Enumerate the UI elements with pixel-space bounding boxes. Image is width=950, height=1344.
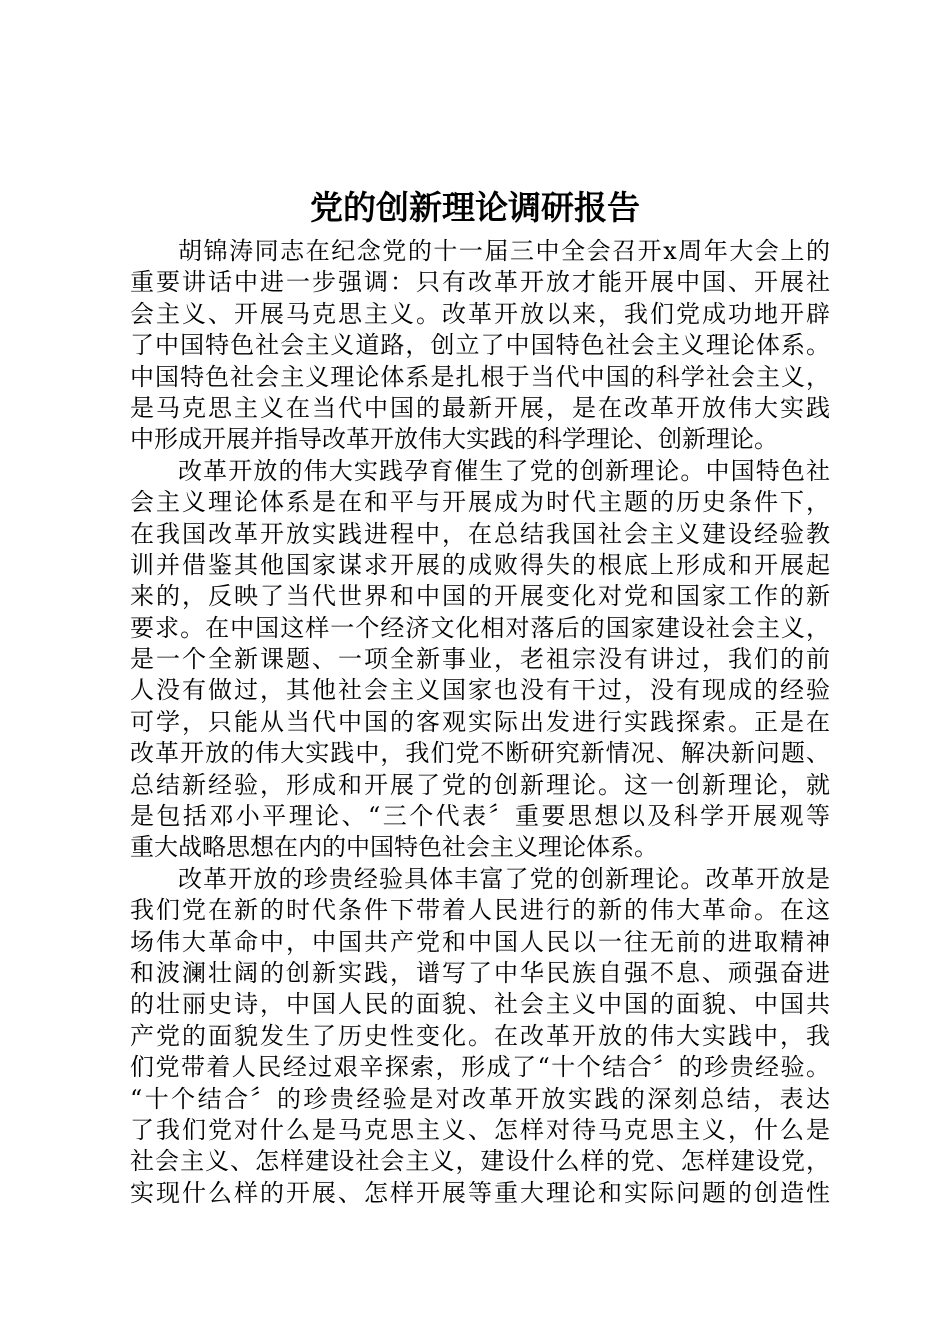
text-line: 重大战略思想在内的中国特色社会主义理论体系。	[130, 833, 658, 862]
text-line: 中形成开展并指导改革开放伟大实践的科学理论、创新理论。	[130, 425, 778, 454]
text-line: 的壮丽史诗，中国人民的面貌、社会主义中国的面貌、中国共	[130, 990, 830, 1019]
text-line: 重要讲话中进一步强调：只有改革开放才能开展中国、开展社	[130, 268, 830, 297]
text-line: 会主义理论体系是在和平与开展成为时代主题的历史条件下，	[130, 488, 830, 517]
text-line: 和波澜壮阔的创新实践，谱写了中华民族自强不息、顽强奋进	[130, 958, 830, 987]
text-line: 改革开放的伟大实践孕育催生了党的创新理论。中国特色社	[178, 456, 830, 485]
text-line: 胡锦涛同志在纪念党的十一届三中全会召开x周年大会上的	[178, 237, 830, 265]
text-line: 会主义、开展马克思主义。改革开放以来，我们党成功地开辟	[130, 299, 830, 328]
text-line: 要求。在中国这样一个经济文化相对落后的国家建设社会主义，	[130, 613, 830, 642]
text-line: 可学，只能从当代中国的客观实际出发进行实践探索。正是在	[130, 707, 830, 736]
text-line: 我们党在新的时代条件下带着人民进行的新的伟大革命。在这	[130, 896, 830, 925]
text-line: 是包括邓小平理论、“三个代表〞重要思想以及科学开展观等	[130, 802, 830, 831]
text-line: 实现什么样的开展、怎样开展等重大理论和实际问题的创造性	[130, 1178, 830, 1207]
text-line: 改革开放的伟大实践中，我们党不断研究新情况、解决新问题、	[130, 739, 830, 768]
text-line: 总结新经验，形成和开展了党的创新理论。这一创新理论，就	[130, 770, 830, 799]
text-line: 训并借鉴其他国家谋求开展的成败得失的根底上形成和开展起	[130, 550, 830, 579]
text-line: 是一个全新课题、一项全新事业，老祖宗没有讲过，我们的前	[130, 645, 830, 674]
text-line: 是马克思主义在当代中国的最新开展，是在改革开放伟大实践	[130, 393, 830, 422]
text-line: 了我们党对什么是马克思主义、怎样对待马克思主义，什么是	[130, 1115, 830, 1144]
paragraph-1	[130, 236, 830, 456]
text-line: 场伟大革命中，中国共产党和中国人民以一往无前的进取精神	[130, 927, 830, 956]
text-line: 中国特色社会主义理论体系是扎根于当代中国的科学社会主义，	[130, 362, 830, 391]
text-line: 社会主义、怎样建设社会主义，建设什么样的党、怎样建设党，	[130, 1147, 830, 1176]
paragraph-2	[130, 456, 830, 864]
text-line: 们党带着人民经过艰辛探索，形成了“十个结合〞的珍贵经验。	[130, 1053, 830, 1082]
text-line: 人没有做过，其他社会主义国家也没有干过，没有现成的经验	[130, 676, 830, 705]
text-line: 来的，反映了当代世界和中国的开展变化对党和国家工作的新	[130, 582, 830, 611]
document-body	[130, 236, 830, 1209]
paragraph-3	[130, 864, 830, 1209]
text-line: 产党的面貌发生了历史性变化。在改革开放的伟大实践中，我	[130, 1021, 830, 1050]
document-title: 党的创新理论调研报告	[310, 188, 640, 227]
text-line: “十个结合〞的珍贵经验是对改革开放实践的深刻总结，表达	[130, 1084, 830, 1113]
text-line: 在我国改革开放实践进程中，在总结我国社会主义建设经验教	[130, 519, 830, 548]
text-line: 了中国特色社会主义道路，创立了中国特色社会主义理论体系。	[130, 331, 830, 360]
text-line: 改革开放的珍贵经验具体丰富了党的创新理论。改革开放是	[178, 864, 830, 893]
